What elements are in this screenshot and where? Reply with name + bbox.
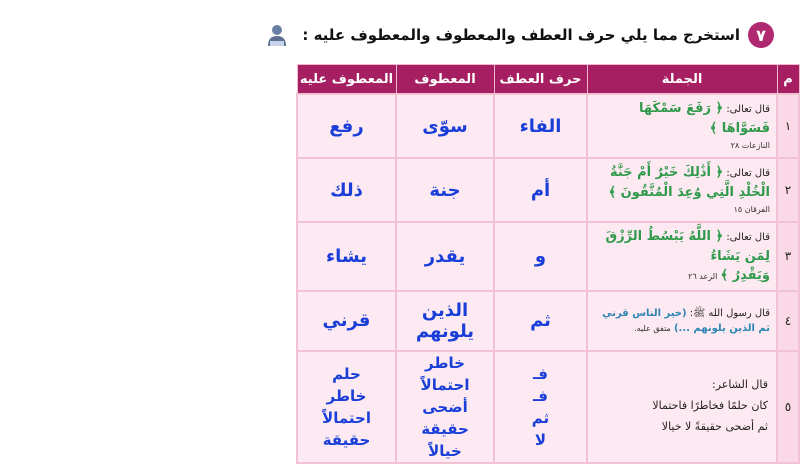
ma-tuf-item: احتمالاً [420,375,470,394]
ma-tuf-alayh-cell: رفع [297,94,396,158]
row-number: ٢ [777,158,799,222]
conjunction-cell: ثم [494,291,587,351]
row-number: ١ [777,94,799,158]
ma-tuf-item: خيالاً [428,441,462,460]
sentence-cell [587,222,777,291]
hadith-source: متفق عليه. [634,323,671,333]
ma-tuf-alayh-item: حلم [332,364,361,383]
sentence-cell [587,94,777,158]
conjunction-item: فـ [533,364,548,383]
quran-verse: ﴿ رَفَعَ سَمْكَهَا فَسَوَّاهَا ﴾ [639,101,770,136]
sentence-intro: قال تعالى: [726,104,770,115]
ma-tuf-cell: الذين يلونهم [396,291,494,351]
table-row [297,158,799,222]
ma-tuf-alayh-list-cell [297,351,396,463]
conjunction-cell: و [494,222,587,291]
ma-tuf-cell: سوّى [396,94,494,158]
poem-line-2: ثم أضحى حقيقةً لا خيالا [661,419,768,433]
ma-tuf-alayh-item: حقيقة [322,430,371,449]
table-row [297,222,799,291]
conjunction-item: لا [534,430,547,449]
ma-tuf-cell: يقدر [396,222,494,291]
quran-verse-line-2: الْخُلْدِ الَّتِي وُعِدَ الْمُتَّقُونَ ﴾ [608,184,770,200]
ma-tuf-alayh-cell: قرني [297,291,396,351]
col-header-ma-tuf: المعطوف [396,65,494,95]
ma-tuf-alayh-item: خاطر [326,386,367,405]
conjunction-item: ثم [531,408,550,427]
col-header-conjunction: حرف العطف [494,65,587,95]
hadith-line-2: ثم الذين يلونهم ...) [673,322,770,334]
question-text: استخرج مما يلي حرف العطف والمعطوف والمعطوف عليه : [302,26,740,44]
sentence-cell [587,158,777,222]
verse-source: النازعات ٢٨ [730,141,770,150]
conjunction-cell: الفاء [494,94,587,158]
answer-table [296,64,800,464]
quran-verse-line-1: ﴿ أَذَٰلِكَ خَيْرٌ أَمْ جَنَّةُ [609,165,724,180]
col-header-ma-tuf-alayh: المعطوف عليه [297,65,396,95]
question-number-badge: ٧ [748,22,774,48]
row-number: ٣ [777,222,799,291]
person-icon [266,23,288,47]
sentence-cell [587,291,777,351]
ma-tuf-item: خاطر [425,353,465,372]
poem-cell [587,351,777,463]
ma-tuf-cell: جنة [396,158,494,222]
poem-intro: قال الشاعر: [711,378,768,392]
ma-tuf-alayh-item: احتمالاً [322,408,371,427]
ma-tuf-item: أضحى حقيقة [421,397,469,438]
col-header-sentence: الجملة [587,65,777,95]
quran-verse-line-2: وَيَقْدِرُ ﴾ [720,268,770,283]
col-header-number: م [777,65,799,95]
question-header [266,22,774,48]
table-row [297,351,799,463]
poem-line-1: كان حلمًا فخاطرًا فاحتمالا [652,399,768,413]
verse-source: الرعد ٢٦ [688,272,718,281]
hadith-line-1: (خير الناس قرني [602,307,687,319]
row-number: ٥ [777,351,799,463]
sentence-intro: قال رسول الله ﷺ: [689,307,770,319]
sentence-intro: قال تعالى: [726,168,770,179]
row-number: ٤ [777,291,799,351]
ma-tuf-list-cell [396,351,494,463]
conjunction-cell: أم [494,158,587,222]
conjunction-item: فـ [533,386,548,405]
table-row [297,94,799,158]
verse-source: الفرقان ١٥ [733,205,770,214]
quran-verse-line-1: ﴿ اللَّهُ يَبْسُطُ الرِّزْقَ لِمَن يَشَاءُ [605,229,770,264]
conjunction-list-cell [494,351,587,463]
table-row [297,291,799,351]
ma-tuf-alayh-cell: يشاء [297,222,396,291]
sentence-intro: قال تعالى: [726,232,770,243]
ma-tuf-alayh-cell: ذلك [297,158,396,222]
